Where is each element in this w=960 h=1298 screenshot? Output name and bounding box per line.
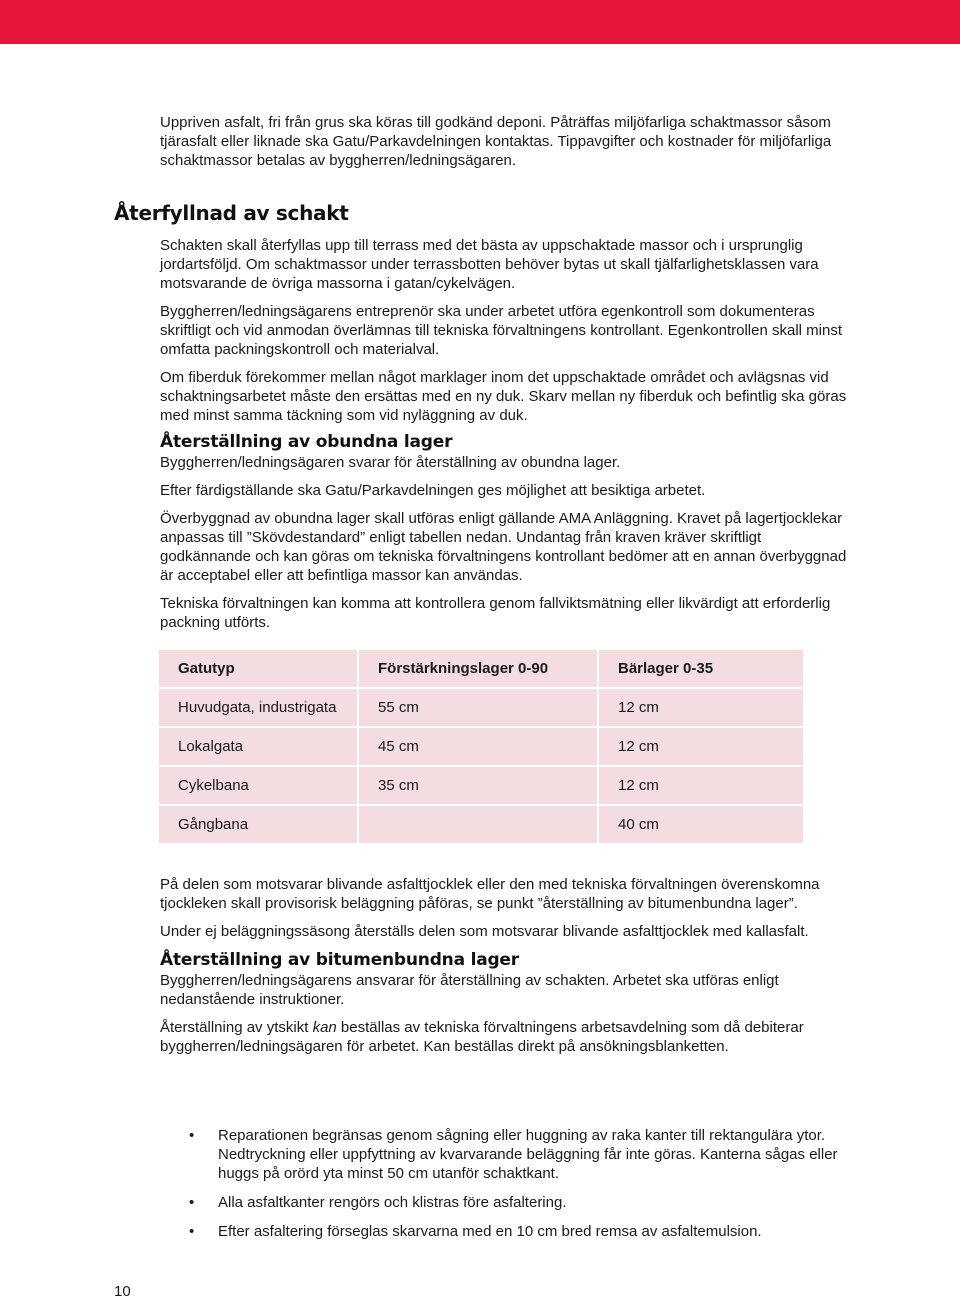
table-row: [158, 805, 804, 844]
paragraph: Efter färdigställande ska Gatu/Parkavdelningen ges möjlighet att besiktiga arbetet.: [160, 482, 706, 499]
section-heading-bitumen: Återställning av bitumenbundna lager: [160, 950, 519, 970]
table-header-cell: Gatutyp: [158, 649, 358, 688]
table-header-cell: Förstärkningslager 0-90: [358, 649, 598, 688]
section-aterfyllnad-body: [160, 236, 850, 641]
bullet-icon: •: [189, 1194, 195, 1211]
paragraph: Under ej beläggningssäsong återställs delen som motsvarar blivande asfalttjocklek med kallasfalt.: [160, 923, 809, 940]
table-cell: 12 cm: [598, 727, 804, 766]
paragraph: Överbyggnad av obundna lager skall utföras enligt gällande AMA Anläggning. Kravet på lagertjocklekar anpassas till ”Skövdestandard” enligt tabellen nedan. Undantag från kraven kräver skriftligt godkännande och kan göras om tekniska förvaltningens kontrollant bedömer att en annan överbyggnad är acceptabel eller att befintliga massor kan användas.: [160, 510, 847, 584]
list-item: [160, 1126, 860, 1183]
paragraph: Schakten skall återfyllas upp till terrass med det bästa av uppschaktade massor och i ursprunglig jordartsföljd. Om schaktmassor under terrassbotten behöver bytas ut skall tjälfarlighetsklassen vara motsvarande de övriga massorna i gatan/cykelvägen.: [160, 237, 819, 292]
paragraph: Om fiberduk förekommer mellan något marklager inom det uppschaktade området och avlägsnas vid schaktningsarbetet måste den ersättas med en ny duk. Skarv mellan ny fiberduk och befintlig ska göras med minst samma täckning som vid nyläggning av duk.: [160, 369, 847, 424]
text-span: Återställning av ytskikt: [160, 1019, 313, 1036]
table-cell: 12 cm: [598, 688, 804, 727]
table-cell: 45 cm: [358, 727, 598, 766]
section-heading-obundna: Återställning av obundna lager: [160, 432, 453, 452]
bullet-icon: •: [189, 1223, 195, 1240]
paragraph: Tekniska förvaltningen kan komma att kontrollera genom fallviktsmätning eller likvärdigt att erforderlig packning utförts.: [160, 595, 831, 631]
layer-thickness-table: [157, 648, 805, 845]
table-cell: 55 cm: [358, 688, 598, 727]
table-cell: 35 cm: [358, 766, 598, 805]
paragraph: [160, 1018, 850, 1056]
paragraph: Byggherren/ledningsägaren svarar för återställning av obundna lager.: [160, 454, 621, 471]
list-item: [160, 1222, 860, 1241]
instruction-list: [160, 1126, 860, 1251]
header-color-bar: [0, 0, 960, 44]
bullet-icon: •: [189, 1127, 195, 1144]
page-number: 10: [114, 1283, 131, 1298]
table-row: [158, 688, 804, 727]
table-cell: Huvudgata, industrigata: [158, 688, 358, 727]
table-header-row: [158, 649, 804, 688]
table-row: [158, 766, 804, 805]
paragraph: Byggherren/ledningsägarens entreprenör ska under arbetet utföra egenkontroll som dokumenteras skriftligt och vid anmodan överlämnas till tekniska förvaltningens kontrollant. Egenkontrollen skall minst omfatta packningskontroll och materialval.: [160, 303, 842, 358]
list-item: [160, 1193, 860, 1212]
table-cell: 40 cm: [598, 805, 804, 844]
emphasis-text: kan: [312, 1019, 337, 1036]
table-cell: Gångbana: [158, 805, 358, 844]
intro-paragraph: Uppriven asfalt, fri från grus ska köras till godkänd deponi. Påträffas miljöfarliga schaktmassor såsom tjärasfalt eller liknade ska Gatu/Parkavdelningen kontaktas. Tippavgifter och kostnader för miljöfarliga schaktmassor betalas av byggherren/ledningsägaren.: [160, 114, 832, 169]
list-item-text: Efter asfaltering förseglas skarvarna med en 10 cm bred remsa av asfaltemulsion.: [218, 1223, 762, 1240]
paragraph: Byggherren/ledningsägarens ansvarar för återställning av schakten. Arbetet ska utföras enligt nedanstående instruktioner.: [160, 972, 779, 1008]
section-bitumen-body: [160, 875, 850, 1065]
table-cell: Cykelbana: [158, 766, 358, 805]
table-cell: 12 cm: [598, 766, 804, 805]
table-header-cell: Bärlager 0-35: [598, 649, 804, 688]
table-cell: [358, 805, 598, 844]
paragraph: På delen som motsvarar blivande asfalttjocklek eller den med tekniska förvaltningen överenskomna tjockleken skall provisorisk beläggning påföras, se punkt ”återställning av bitumenbundna lager”.: [160, 876, 820, 912]
table-cell: Lokalgata: [158, 727, 358, 766]
list-item-text: Reparationen begränsas genom sågning eller huggning av raka kanter till rektangulära ytor. Nedtryckning eller uppfyttning av kvarvarande beläggning får inte göras. Kanterna sågas eller huggs på orörd yta minst 50 cm utanför schaktkant.: [218, 1127, 838, 1182]
text-span: beställas av tekniska förvaltningens arbetsavdelning som då debiterar byggherren/ledningsägaren för arbetet. Kan beställas direkt på ansökningsblanketten.: [160, 1019, 804, 1055]
list-item-text: Alla asfaltkanter rengörs och klistras före asfaltering.: [218, 1194, 567, 1211]
intro-block: [160, 113, 850, 179]
section-heading-aterfyllnad: Återfyllnad av schakt: [114, 201, 349, 225]
table-row: [158, 727, 804, 766]
